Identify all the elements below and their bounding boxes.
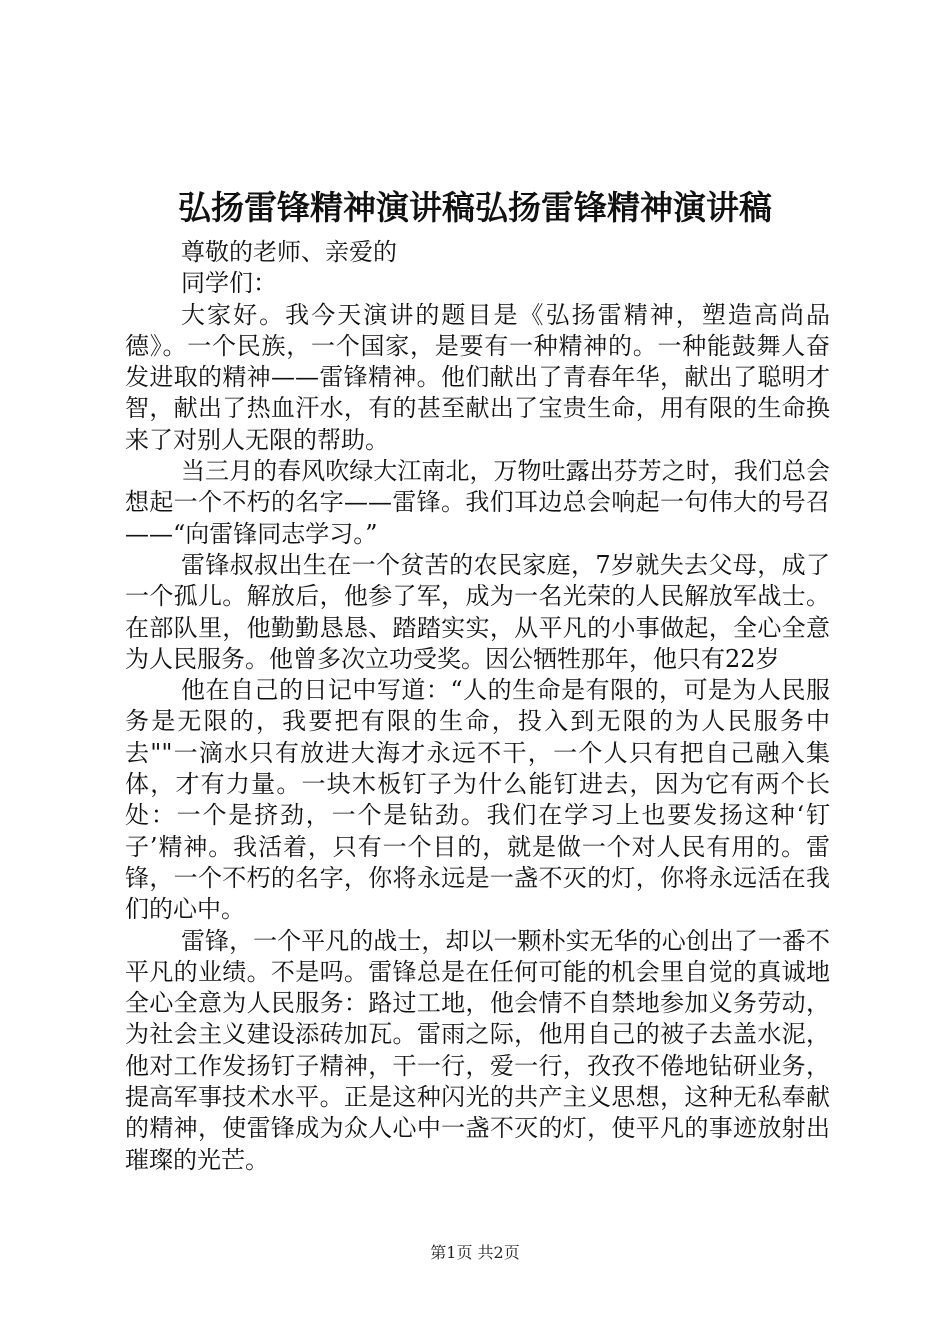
page-footer: 第1页 共2页 bbox=[430, 1243, 520, 1262]
paragraph: 当三月的春风吹绿大江南北，万物吐露出芬芳之时，我们总会想起一个不朽的名字——雷锋。我们耳边总会响起一句伟大的号召——“向雷锋同志学习。” bbox=[125, 457, 830, 548]
paragraph: 雷锋，一个平凡的战士，却以一颗朴实无华的心创出了一番不平凡的业绩。不是吗。雷锋总是在任何可能的机会里自觉的真诚地全心全意为人民服务：路过工地，他会情不自禁地参加义务劳动，为社会主义建设添砖加瓦。雷雨之际，他用自己的被子去盖水泥，他对工作发扬钉子精神，干一行，爱一行，孜孜不倦地钻研业务，提高军事技术水平。正是这种闪光的共产主义思想，这种无私奉献的精神，使雷锋成为众人心中一盏不灭的灯，使平凡的事迹放射出璀璨的光芒。 bbox=[125, 926, 830, 1174]
document-title: 弘扬雷锋精神演讲稿弘扬雷锋精神演讲稿 bbox=[178, 188, 772, 227]
paragraph: 他在自己的日记中写道：“人的生命是有限的，可是为人民服务是无限的，我要把有限的生命，投入到无限的为人民服务中去""一滴水只有放进大海才永远不干，一个人只有把自己融入集体，才有力量。一块木板钉子为什么能钉进去，因为它有两个长处：一个是挤劲，一个是钻劲。我们在学习上也要发扬这种‘钉子’精神。我活着，只有一个目的，就是做一个对人民有用的。雷锋，一个不朽的名字，你将永远是一盏不灭的灯，你将永远活在我们的心中。 bbox=[125, 676, 830, 924]
document-body bbox=[125, 237, 830, 1176]
paragraph: 大家好。我今天演讲的题目是《弘扬雷精神，塑造高尚品德》。一个民族，一个国家，是要有一种精神的。一种能鼓舞人奋发进取的精神——雷锋精神。他们献出了青春年华，献出了聪明才智，献出了热血汗水，有的甚至献出了宝贵生命，用有限的生命换来了对别人无限的帮助。 bbox=[125, 300, 830, 454]
greeting-line: 尊敬的老师、亲爱的 bbox=[181, 238, 397, 266]
paragraph: 雷锋叔叔出生在一个贫苦的农民家庭，7岁就失去父母，成了一个孤儿。解放后，他参了军，成为一名光荣的人民解放军战士。在部队里，他勤勤恳恳、踏踏实实，从平凡的小事做起，全心全意为人民服务。他曾多次立功受奖。因公牺牲那年，他只有22岁 bbox=[125, 550, 830, 673]
greeting-line: 同学们： bbox=[181, 269, 277, 298]
